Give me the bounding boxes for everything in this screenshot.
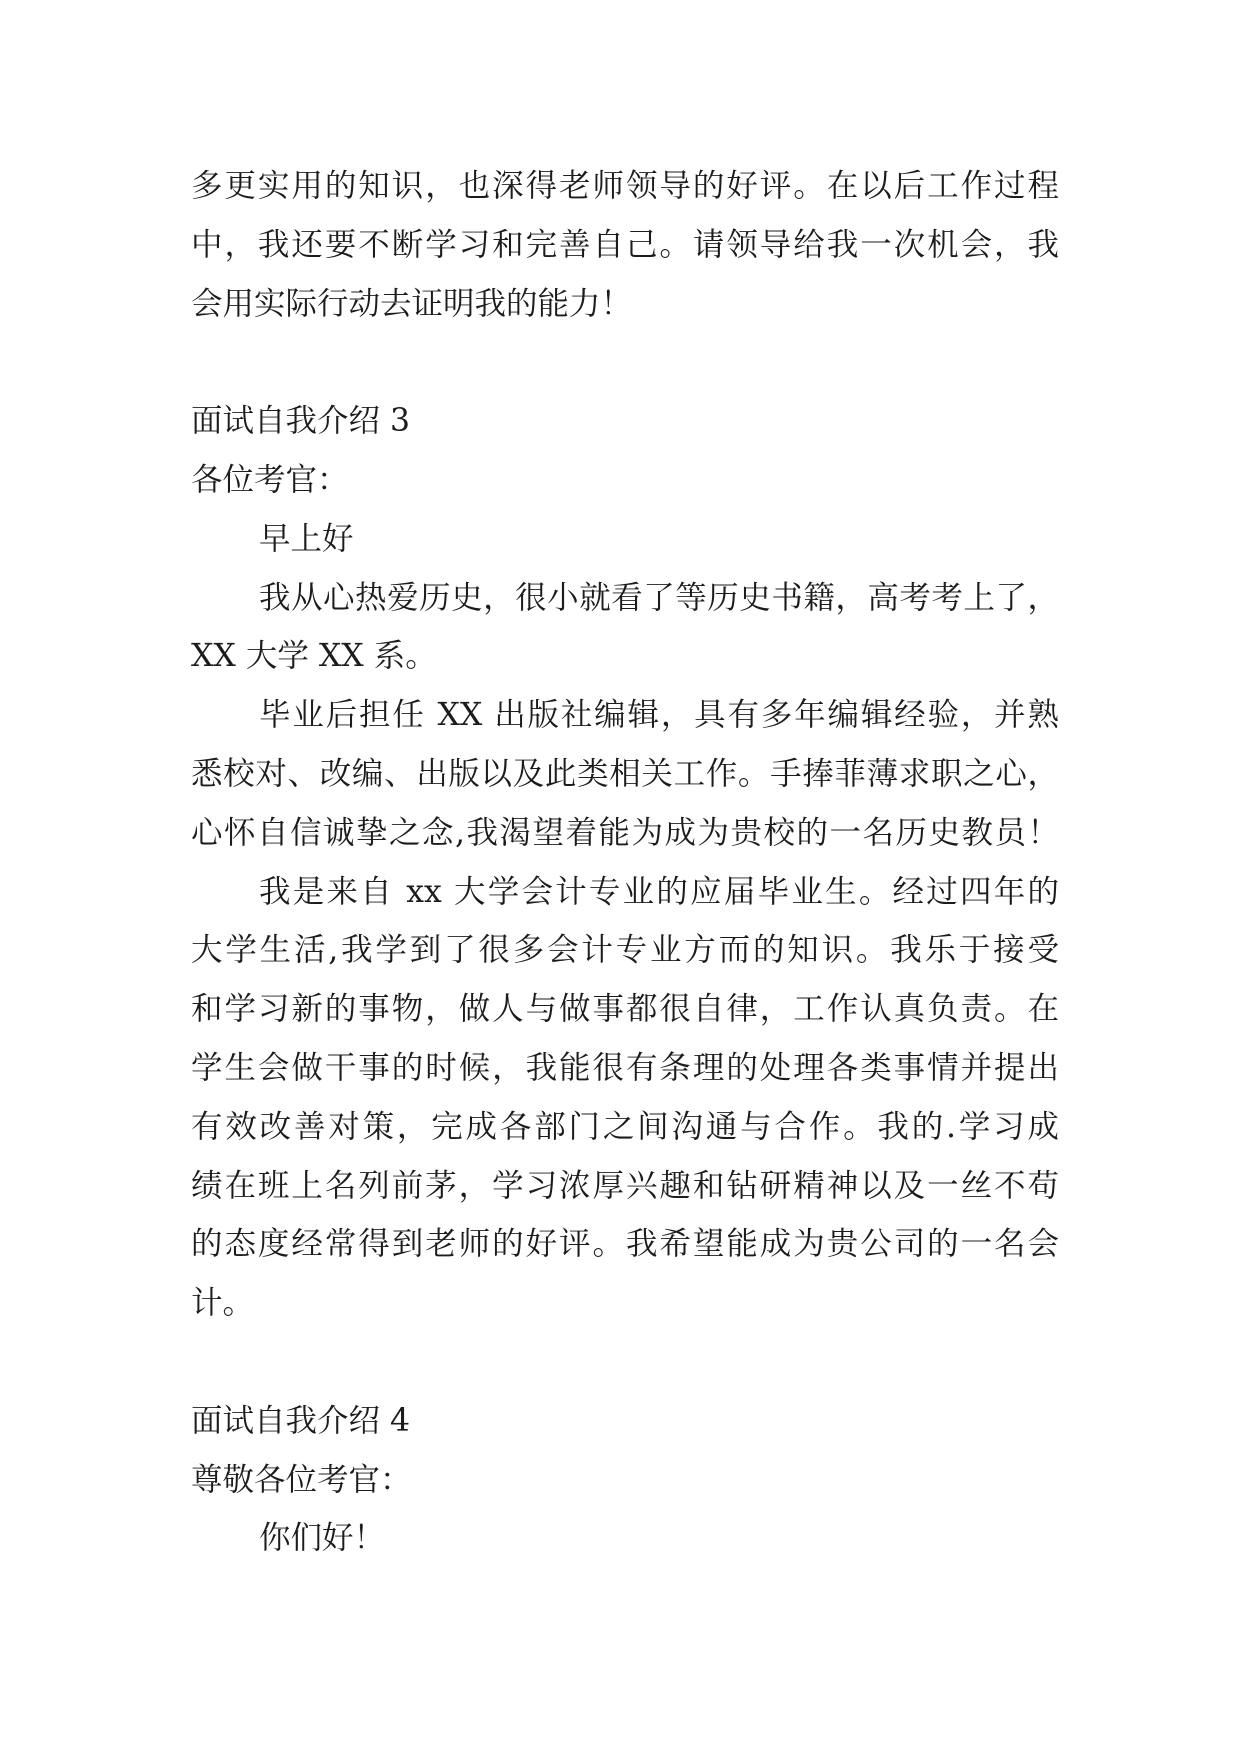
text-line: 我从心热爱历史，很小就看了等历史书籍，高考考上了， [259, 579, 1059, 616]
blank-line [191, 333, 1059, 392]
text-line: 毕业后担任 XX 出版社编辑，具有多年编辑经验，并熟 [259, 697, 1059, 734]
text-line: 和学习新的事物，做人与做事都很自律，工作认真负责。在 [191, 991, 1059, 1028]
text-line: 悉校对、改编、出版以及此类相关工作。手捧菲薄求职之心， [191, 755, 1059, 792]
text-line: 绩在班上名列前茅，学习浓厚兴趣和钻研精神以及一丝不苟 [191, 1167, 1059, 1204]
text-line: 中，我还要不断学习和完善自己。请领导给我一次机会，我 [191, 226, 1059, 263]
text-line: 多更实用的知识，也深得老师领导的好评。在以后工作过程 [191, 168, 1059, 204]
text-line: 有效改善对策，完成各部门之间沟通与合作。我的.学习成 [191, 1108, 1059, 1145]
text-line: 大学生活,我学到了很多会计专业方而的知识。我乐于接受 [191, 932, 1059, 969]
document-body [191, 157, 1059, 1568]
text-line: 的态度经常得到老师的好评。我希望能成为贵公司的一名会 [191, 1226, 1059, 1263]
greeting: 你们好！ [259, 1520, 386, 1557]
text-line: 我是来自 xx 大学会计专业的应届毕业生。经过四年的 [259, 873, 1059, 910]
blank-line [191, 1333, 1059, 1392]
text-line: 计。 [191, 1285, 255, 1322]
text-line: 心怀自信诚挚之念,我渴望着能为成为贵校的一名历史教员！ [191, 814, 1059, 851]
salutation: 尊敬各位考官： [191, 1461, 412, 1498]
text-line: 会用实际行动去证明我的能力！ [191, 285, 633, 322]
greeting: 早上好 [259, 520, 354, 557]
text-line: 学生会做干事的时候，我能很有条理的处理各类事情并提出 [191, 1049, 1059, 1086]
section-heading: 面试自我介绍 4 [191, 1402, 411, 1439]
text-line: XX 大学 XX 系。 [191, 638, 437, 675]
salutation: 各位考官： [191, 461, 349, 498]
section-heading: 面试自我介绍 3 [191, 403, 411, 440]
